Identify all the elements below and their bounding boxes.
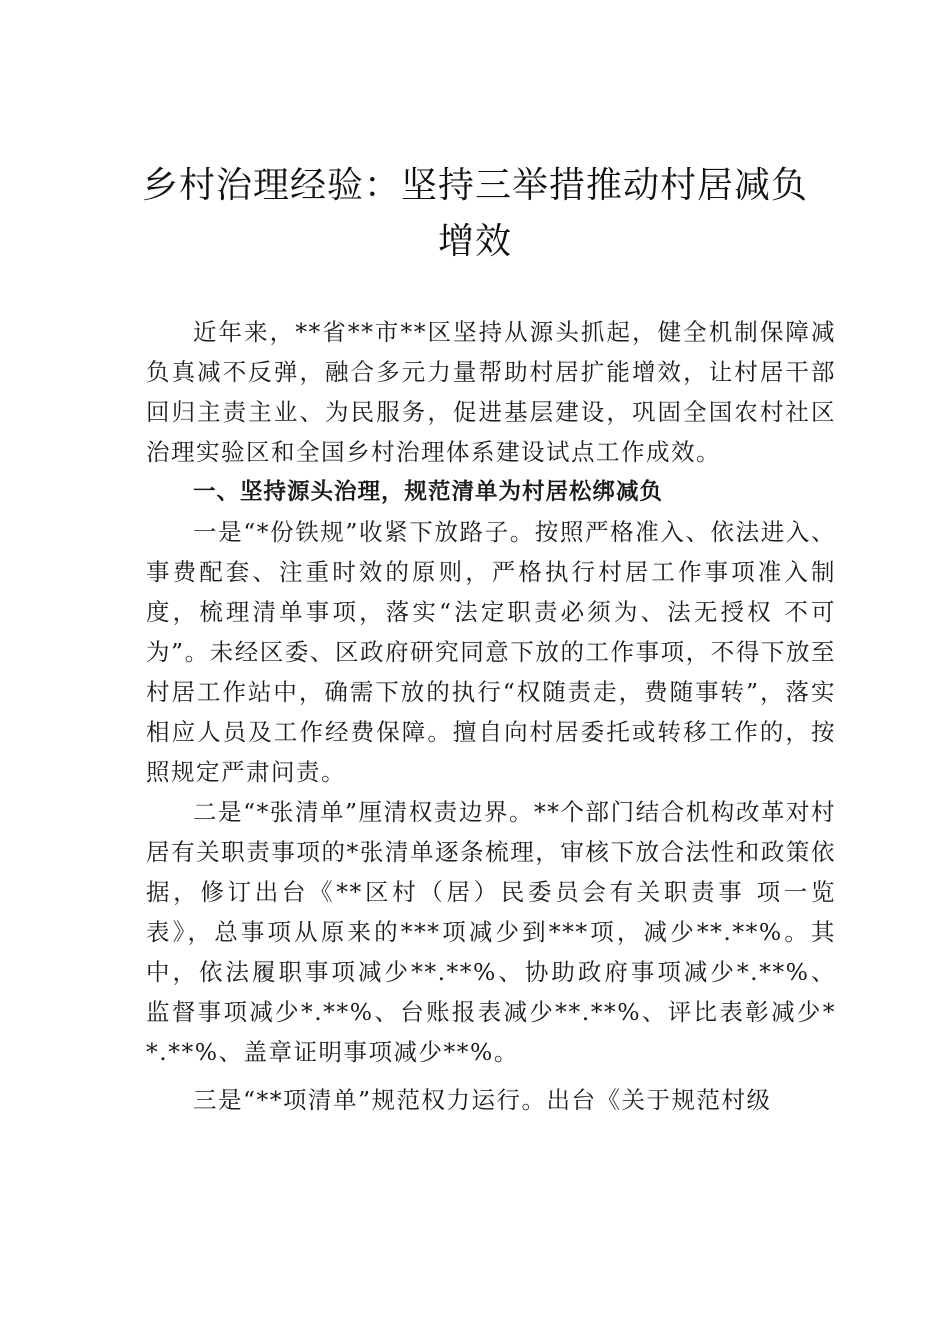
document-body [146, 312, 836, 1120]
paragraph-3: 三是“**项清单”规范权力运行。出台《关于规范村级 [193, 1086, 772, 1114]
section-1-heading: 一、坚持源头治理，规范清单为村居松绑减负 [193, 479, 664, 505]
paragraph-2: 二是“*张清单”厘清权责边界。**个部门结合机构改革对村居有关职责事项的*张清单逐条梳理，审核下放合法性和政策依据，修订出台《**区村（居）民委员会有关职责事 项一览表》，总事项从原来的***项减少到***项，减少**.**%。其中，依法履职事项减少**.**%、协助政府事项减少*.**%、 监督事项减少*.**%、台账报表减少**.**%、评比表彰减少**.**%、盖章证明事项减少**%。 [146, 798, 836, 1066]
document-title-line-1: 乡村治理经验：坚持三举措推动村居减负 [141, 165, 808, 206]
paragraph-1: 一是“*份铁规”收紧下放路子。按照严格准入、依法进入、事费配套、注重时效的原则，严格执行村居工作事项准入制度，梳理清单事项，落实“法定职责必须为、法无授权 不可为”。未经区委、区政府研究同意下放的工作事项，不得下放至村居工作站中，确需下放的执行“权随责走，费随事转”，落实相应人员及工作经费保障。擅自向村居委托或转移工作的，按照规定严肃问责。 [146, 518, 836, 786]
intro-paragraph: 近年来，**省**市**区坚持从源头抓起，健全机制保障减负真减不反弹，融合多元力量帮助村居扩能增效，让村居干部回归主责主业、为民服务，促进基层建设，巩固全国农村社区治理实验区和全国乡村治理体系建设试点工作成效。 [146, 318, 836, 466]
document-title-line-2: 增效 [437, 221, 512, 262]
